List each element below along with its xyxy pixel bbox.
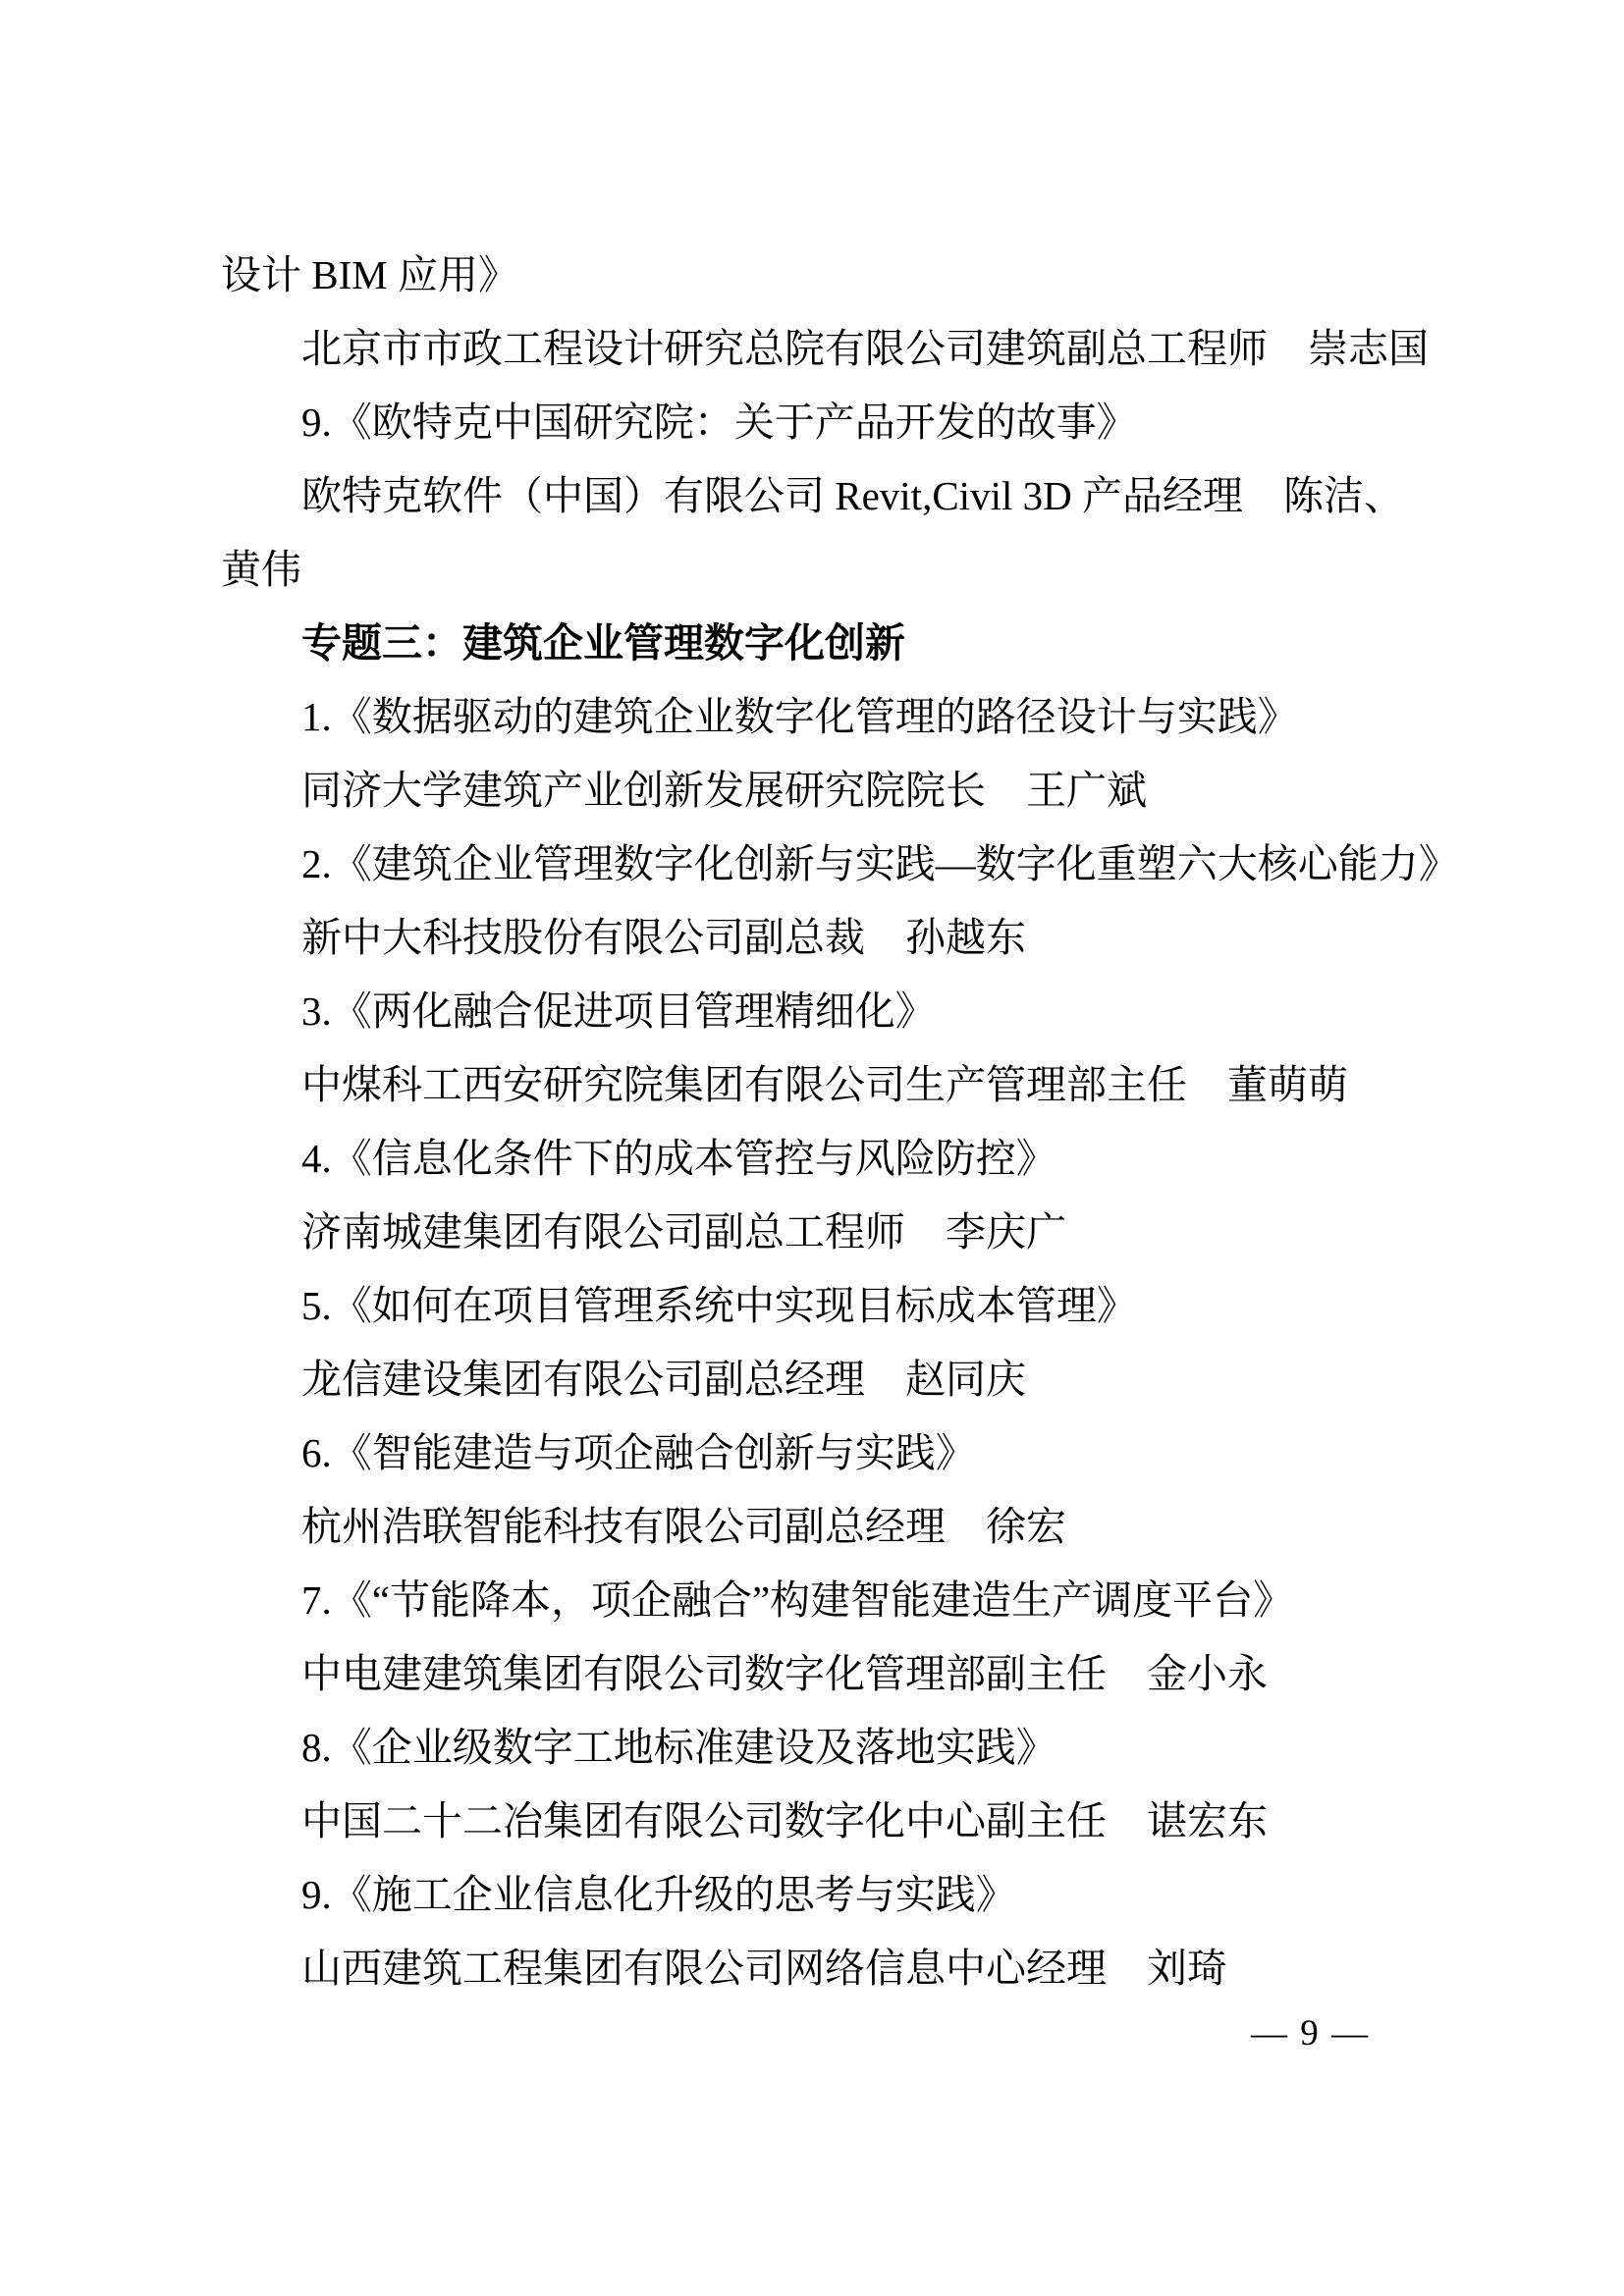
text-line: 2.《建筑企业管理数字化创新与实践—数字化重塑六大核心能力》: [301, 841, 1459, 886]
text-line: 4.《信息化条件下的成本管控与风险防控》: [301, 1136, 1056, 1181]
text-line: 5.《如何在项目管理系统中实现目标成本管理》: [301, 1283, 1137, 1328]
text-line: 北京市市政工程设计研究总院有限公司建筑副总工程师 崇志国: [301, 326, 1429, 371]
text-line: 欧特克软件（中国）有限公司 Revit,Civil 3D 产品经理 陈洁、: [301, 473, 1404, 518]
page-number: — 9 —: [1251, 2013, 1370, 2054]
document-body: [221, 239, 1459, 2005]
text-line: 8.《企业级数字工地标准建设及落地实践》: [301, 1725, 1056, 1770]
text-line: 中电建建筑集团有限公司数字化管理部副主任 金小永: [301, 1651, 1268, 1696]
text-line: 黄伟: [221, 547, 301, 592]
text-line: 龙信建设集团有限公司副总经理 赵同庆: [301, 1357, 1026, 1402]
text-line: 7.《“节能降本，项企融合”构建智能建造生产调度平台》: [301, 1577, 1294, 1623]
text-line: 设计 BIM 应用》: [221, 252, 518, 297]
text-line: 1.《数据驱动的建筑企业数字化管理的路径设计与实践》: [301, 694, 1298, 739]
text-line: 中国二十二冶集团有限公司数字化中心副主任 谌宏东: [301, 1798, 1268, 1843]
text-line: 杭州浩联智能科技有限公司副总经理 徐宏: [301, 1504, 1066, 1549]
text-line: 济南城建集团有限公司副总工程师 李庆广: [301, 1209, 1066, 1255]
text-line: 山西建筑工程集团有限公司网络信息中心经理 刘琦: [301, 1946, 1227, 1991]
text-line: 9.《施工企业信息化升级的思考与实践》: [301, 1872, 1016, 1917]
text-line: 3.《两化融合促进项目管理精细化》: [301, 988, 936, 1034]
text-line: 9.《欧特克中国研究院：关于产品开发的故事》: [301, 400, 1137, 445]
text-line: 新中大科技股份有限公司副总裁 孙越东: [301, 915, 1026, 960]
text-line: 6.《智能建造与项企融合创新与实践》: [301, 1430, 976, 1475]
text-line: 专题三：建筑企业管理数字化创新: [301, 620, 905, 666]
text-line: 同济大学建筑产业创新发展研究院院长 王广斌: [301, 768, 1147, 813]
text-line: 中煤科工西安研究院集团有限公司生产管理部主任 董萌萌: [301, 1062, 1348, 1107]
